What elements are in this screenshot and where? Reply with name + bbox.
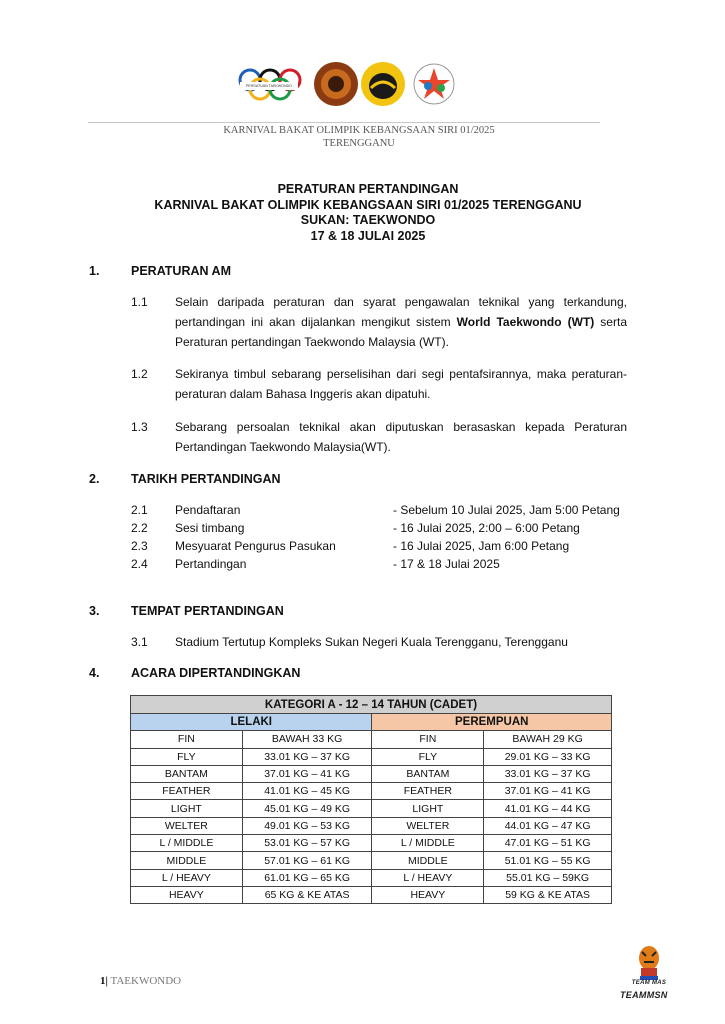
female-weight-cell: 47.01 KG – 51 KG — [484, 835, 612, 852]
item-2-3-value: - 16 Julai 2025, Jam 6:00 Petang — [393, 539, 570, 553]
item-2-4-number: 2.4 — [131, 557, 148, 571]
male-class-cell: FEATHER — [131, 783, 243, 800]
item-1-3-text: Sebarang persoalan teknikal akan diputuskan berasaskan kepada Peraturan Pertandingan Taekwondo Malaysia(WT). — [175, 420, 627, 454]
item-1-1-text — [175, 292, 627, 352]
running-header-line1: KARNIVAL BAKAT OLIMPIK KEBANGSAAN SIRI 01/2025 — [223, 125, 495, 136]
organizer-logos — [236, 60, 486, 110]
section-4-title: ACARA DIPERTANDINGKAN — [131, 666, 301, 680]
female-class-cell: MIDDLE — [372, 852, 484, 869]
footer-separator: | — [105, 975, 108, 987]
male-class-cell: L / HEAVY — [131, 869, 243, 886]
sports-council-star-logo — [414, 64, 454, 104]
male-weight-cell: 57.01 KG – 61 KG — [242, 852, 372, 869]
svg-text:PERSATUAN TAEKWONDO: PERSATUAN TAEKWONDO — [246, 84, 292, 88]
female-weight-cell: 55.01 KG – 59KG — [484, 869, 612, 886]
male-weight-cell: 53.01 KG – 57 KG — [242, 835, 372, 852]
section-2-number: 2. — [89, 472, 100, 486]
item-3-1-text: Stadium Tertutup Kompleks Sukan Negeri Kuala Terengganu, Terengganu — [175, 635, 568, 649]
item-1-2-text: Sekiranya timbul sebarang perselisihan dari segi pentafsirannya, maka peraturan-peraturan dalam Bahasa Inggeris akan dipatuhi. — [175, 367, 627, 401]
male-weight-cell: 65 KG & KE ATAS — [242, 886, 372, 903]
footer-label: TAEKWONDO — [110, 975, 182, 987]
female-class-cell: FIN — [372, 731, 484, 748]
table-gender-row — [131, 714, 612, 731]
table-heading-row — [131, 696, 612, 714]
item-2-3-number: 2.3 — [131, 539, 148, 553]
female-weight-cell: BAWAH 29 KG — [484, 731, 612, 748]
section-1-title: PERATURAN AM — [131, 264, 231, 278]
female-class-cell: FEATHER — [372, 783, 484, 800]
item-1-3-number: 1.3 — [131, 420, 148, 434]
table-row — [131, 731, 612, 748]
team-brand-small: TEAM MAS — [631, 980, 667, 986]
page-footer — [100, 975, 181, 987]
item-2-1-value: - Sebelum 10 Julai 2025, Jam 5:00 Petang — [393, 503, 620, 517]
female-class-cell: BANTAM — [372, 765, 484, 782]
male-weight-cell: 37.01 KG – 41 KG — [242, 765, 372, 782]
item-1-1-text-pre: Selain daripada peraturan dan syarat pengawalan teknikal yang terkandung, pertandingan ini akan dijalankan mengikut sistem — [175, 295, 627, 329]
team-brand-text: TEAMMSN — [620, 990, 668, 1000]
section-2-title: TARIKH PERTANDINGAN — [131, 472, 281, 486]
female-weight-cell: 29.01 KG – 33 KG — [484, 748, 612, 765]
female-weight-cell: 41.01 KG – 44 KG — [484, 800, 612, 817]
section-3-number: 3. — [89, 604, 100, 618]
male-class-cell: L / MIDDLE — [131, 835, 243, 852]
running-header-line2: TERENGGANU — [323, 138, 395, 149]
item-2-2-label: Sesi timbang — [175, 521, 245, 535]
female-weight-cell: 44.01 KG – 47 KG — [484, 817, 612, 834]
male-weight-cell: 61.01 KG – 65 KG — [242, 869, 372, 886]
item-2-4-label: Pertandingan — [175, 557, 247, 571]
male-class-cell: FLY — [131, 748, 243, 765]
table-row — [131, 817, 612, 834]
female-class-cell: HEAVY — [372, 886, 484, 903]
section-1-number: 1. — [89, 264, 100, 278]
item-2-1-number: 2.1 — [131, 503, 148, 517]
running-header — [88, 124, 630, 150]
item-2-2-number: 2.2 — [131, 521, 148, 535]
page-number: 1 — [100, 975, 106, 987]
male-class-cell: WELTER — [131, 817, 243, 834]
team-brand — [620, 980, 678, 1000]
male-weight-cell: 33.01 KG – 37 KG — [242, 748, 372, 765]
section-3-title: TEMPAT PERTANDINGAN — [131, 604, 284, 618]
table-heading: KATEGORI A - 12 – 14 TAHUN (CADET) — [131, 696, 612, 714]
table-row — [131, 765, 612, 782]
female-class-cell: WELTER — [372, 817, 484, 834]
female-class-cell: FLY — [372, 748, 484, 765]
female-weight-cell: 51.01 KG – 55 KG — [484, 852, 612, 869]
item-2-1-label: Pendaftaran — [175, 503, 241, 517]
male-weight-cell: BAWAH 33 KG — [242, 731, 372, 748]
table-row — [131, 886, 612, 903]
header-divider — [88, 122, 600, 123]
male-class-cell: BANTAM — [131, 765, 243, 782]
item-2-2-value: - 16 Julai 2025, 2:00 – 6:00 Petang — [393, 521, 580, 535]
olympic-rings-logo — [240, 70, 300, 99]
female-header: PEREMPUAN — [372, 714, 612, 731]
table-row — [131, 835, 612, 852]
table-row — [131, 800, 612, 817]
male-header: LELAKI — [131, 714, 372, 731]
item-2-3-label: Mesyuarat Pengurus Pasukan — [175, 539, 336, 553]
state-crest-emblem — [361, 62, 405, 106]
section-4-number: 4. — [89, 666, 100, 680]
table-row — [131, 783, 612, 800]
title-line1: PERATURAN PERTANDINGAN — [277, 182, 459, 196]
male-class-cell: FIN — [131, 731, 243, 748]
item-1-1-text-bold: World Taekwondo (WT) — [456, 315, 595, 329]
female-class-cell: L / HEAVY — [372, 869, 484, 886]
title-line3: SUKAN: TAEKWONDO — [300, 213, 436, 227]
female-weight-cell: 33.01 KG – 37 KG — [484, 765, 612, 782]
item-1-1-text-post: serta Peraturan pertandingan Taekwondo Malaysia (WT). — [175, 315, 627, 349]
item-3-1-number: 3.1 — [131, 635, 148, 649]
male-weight-cell: 41.01 KG – 45 KG — [242, 783, 372, 800]
title-line2: KARNIVAL BAKAT OLIMPIK KEBANGSAAN SIRI 01/2025 TERENGGANU — [154, 197, 582, 212]
weight-category-table — [130, 695, 612, 904]
table-row — [131, 869, 612, 886]
male-weight-cell: 45.01 KG – 49 KG — [242, 800, 372, 817]
item-1-2-number: 1.2 — [131, 367, 148, 381]
table-row — [131, 852, 612, 869]
male-class-cell: MIDDLE — [131, 852, 243, 869]
item-2-4-value: - 17 & 18 Julai 2025 — [393, 557, 500, 571]
female-class-cell: LIGHT — [372, 800, 484, 817]
male-weight-cell: 49.01 KG – 53 KG — [242, 817, 372, 834]
female-weight-cell: 37.01 KG – 41 KG — [484, 783, 612, 800]
male-class-cell: HEAVY — [131, 886, 243, 903]
document-title — [88, 182, 648, 244]
female-weight-cell: 59 KG & KE ATAS — [484, 886, 612, 903]
taekwondo-association-emblem — [314, 62, 358, 106]
table-row — [131, 748, 612, 765]
title-line4: 17 & 18 JULAI 2025 — [310, 228, 426, 243]
item-1-1-number: 1.1 — [131, 295, 148, 309]
male-class-cell: LIGHT — [131, 800, 243, 817]
female-class-cell: L / MIDDLE — [372, 835, 484, 852]
